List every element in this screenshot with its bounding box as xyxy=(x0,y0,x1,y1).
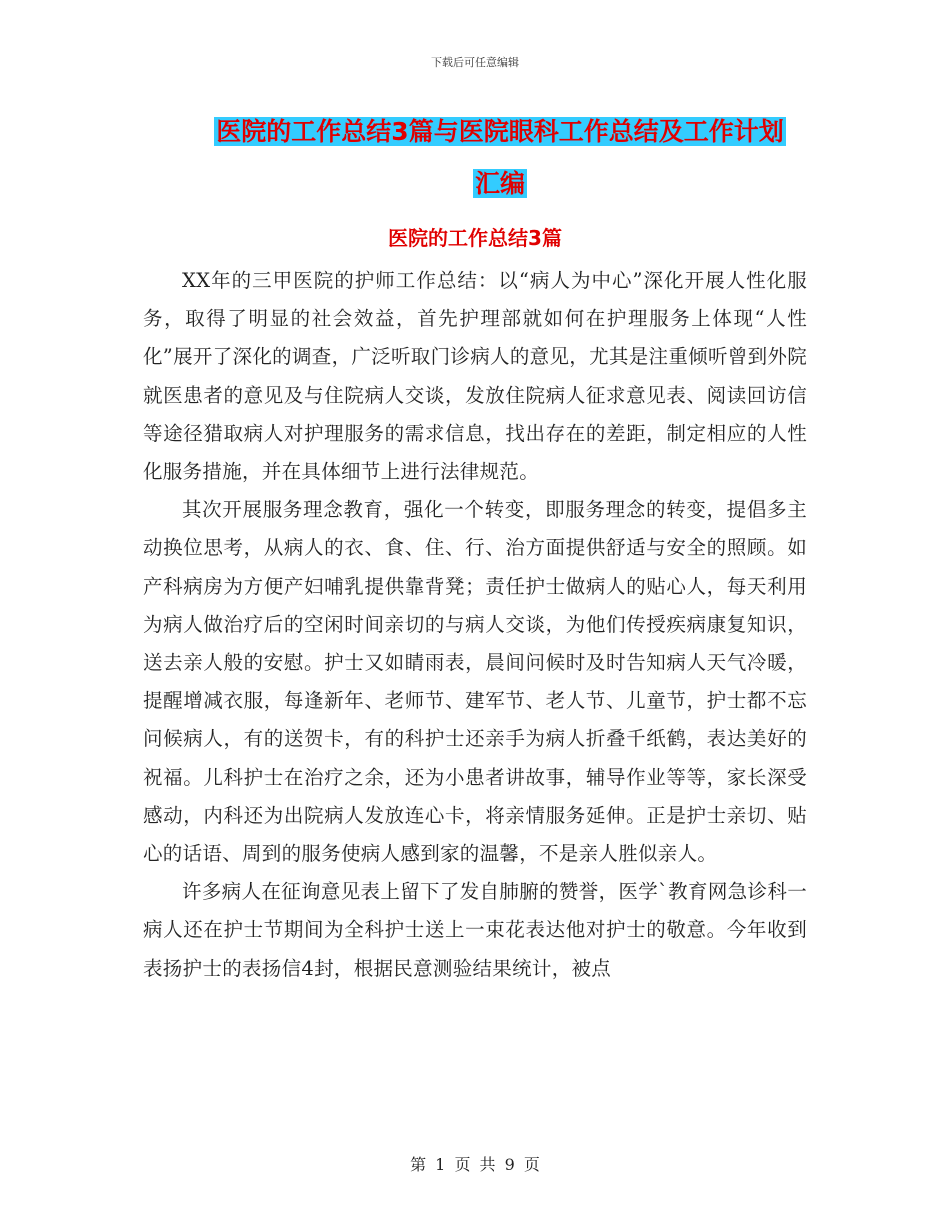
document-title-line1: 医院的工作总结3篇与医院眼科工作总结及工作计划 xyxy=(216,117,784,146)
header-note: 下载后可任意编辑 xyxy=(431,56,519,69)
document-title-line2: 汇编 xyxy=(474,169,525,198)
body-text xyxy=(143,262,807,988)
page-footer: 第 1 页 共 9 页 xyxy=(410,1155,540,1174)
paragraph-3: 许多病人在征询意见表上留下了发自肺腑的赞誉，医学`教育网急诊科一病人还在护士节期间为全科护士送上一束花表达他对护士的敬意。今年收到表扬护士的表扬信4封，根据民意测验结果统计，被点 xyxy=(143,880,807,980)
paragraph-2: 其次开展服务理念教育，强化一个转变，即服务理念的转变，提倡多主动换位思考，从病人的衣、食、住、行、治方面提供舒适与安全的照顾。如产科病房为方便产妇哺乳提供靠背凳；责任护士做病人的贴心人，每天利用为病人做治疗后的空闲时间亲切的与病人交谈，为他们传授疾病康复知识，送去亲人般的安慰。护士又如睛雨表，晨间问候时及时告知病人天气冷暖，提醒增减衣服，每逢新年、老师节、建军节、老人节、儿童节，护士都不忘问候病人，有的送贺卡，有的科护士还亲手为病人折叠千纸鹤，表达美好的祝福。儿科护士在治疗之余，还为小患者讲故事，辅导作业等等，家长深受感动，内科还为出院病人发放连心卡，将亲情服务延伸。正是护士亲切、贴心的话语、周到的服务使病人感到家的温馨，不是亲人胜似亲人。 xyxy=(143,498,807,866)
document-title xyxy=(140,106,860,210)
paragraph-1: XX年的三甲医院的护师工作总结：以“病人为中心”深化开展人性化服务，取得了明显的社会效益，首先护理部就如何在护理服务上体现“人性化”展开了深化的调查，广泛听取门诊病人的意见，尤其是注重倾听曾到外院就医患者的意见及与住院病人交谈，发放住院病人征求意见表、阅读回访信等途径猎取病人对护理服务的需求信息，找出存在的差距，制定相应的人性化服务措施，并在具体细节上进行法律规范。 xyxy=(143,269,807,484)
section-title: 医院的工作总结3篇 xyxy=(388,226,562,250)
